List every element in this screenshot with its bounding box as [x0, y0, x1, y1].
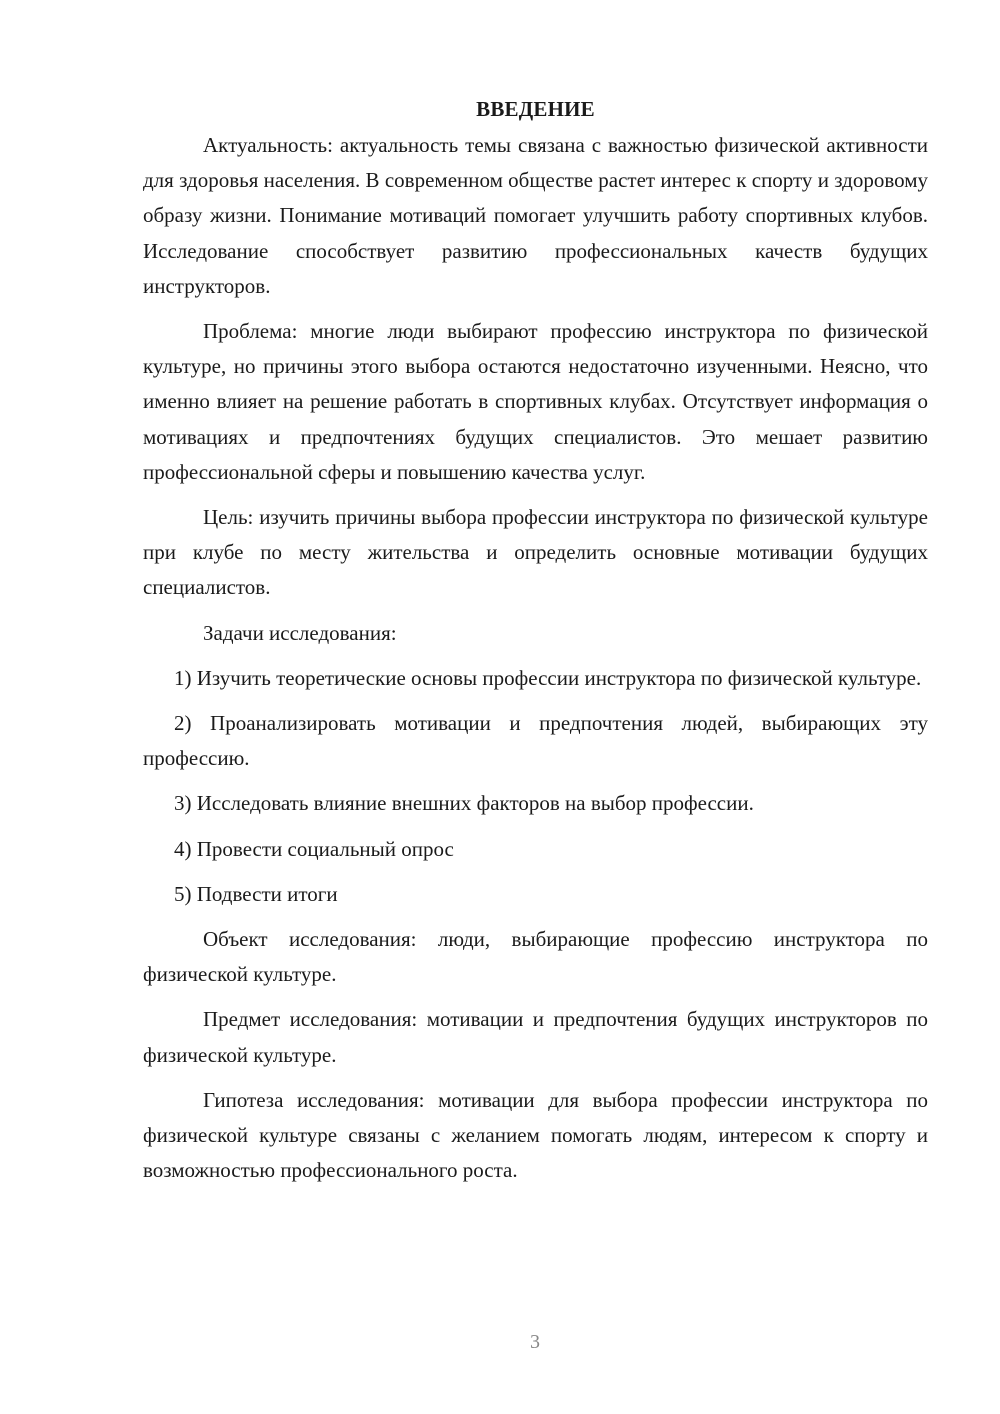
task-item-2: 2) Проанализировать мотивации и предпочтения людей, выбирающих эту профессию.	[143, 711, 928, 771]
task-item-5: 5) Подвести итоги	[174, 881, 338, 906]
paragraph-problem: Проблема: многие люди выбирают профессию инструктора по физической культуре, но причины этого выбора остаются недостаточно изученными. Неясно, что именно влияет на решение работать в спортивных клубах. Отсутствует информация о мотивациях и предпочтениях будущих специалистов. Это мешает развитию профессиональной сферы и повышению качества услуг.	[143, 319, 928, 484]
task-item-1: 1) Изучить теоретические основы профессии инструктора по физической культуре.	[174, 665, 922, 690]
paragraph-hypothesis: Гипотеза исследования: мотивации для выбора профессии инструктора по физической культуре связаны с желанием помогать людям, интересом к спорту и возможностью профессионального роста.	[143, 1087, 928, 1183]
paragraph-tasks-heading: Задачи исследования:	[203, 620, 397, 645]
page-number: 3	[530, 1331, 540, 1353]
paragraph-goal: Цель: изучить причины выбора профессии инструктора по физической культуре при клубе по месту жительства и определить основные мотивации будущих специалистов.	[143, 505, 928, 600]
paragraph-relevance: Актуальность: актуальность темы связана с важностью физической активности для здоровья населения. В современном обществе растет интерес к спорту и здоровому образу жизни. Понимание мотиваций помогает улучшить работу спортивных клубов. Исследование способствует развитию профессиональных качеств будущих инструкторов.	[143, 133, 928, 298]
task-item-4: 4) Провести социальный опрос	[174, 836, 454, 861]
paragraph-subject: Предмет исследования: мотивации и предпочтения будущих инструкторов по физической культуре.	[143, 1007, 928, 1067]
paragraph-object: Объект исследования: люди, выбирающие профессию инструктора по физической культуре.	[143, 927, 928, 987]
document-page	[143, 92, 928, 1188]
task-item-3: 3) Исследовать влияние внешних факторов на выбор профессии.	[174, 791, 754, 816]
section-title: ВВЕДЕНИЕ	[476, 97, 595, 121]
